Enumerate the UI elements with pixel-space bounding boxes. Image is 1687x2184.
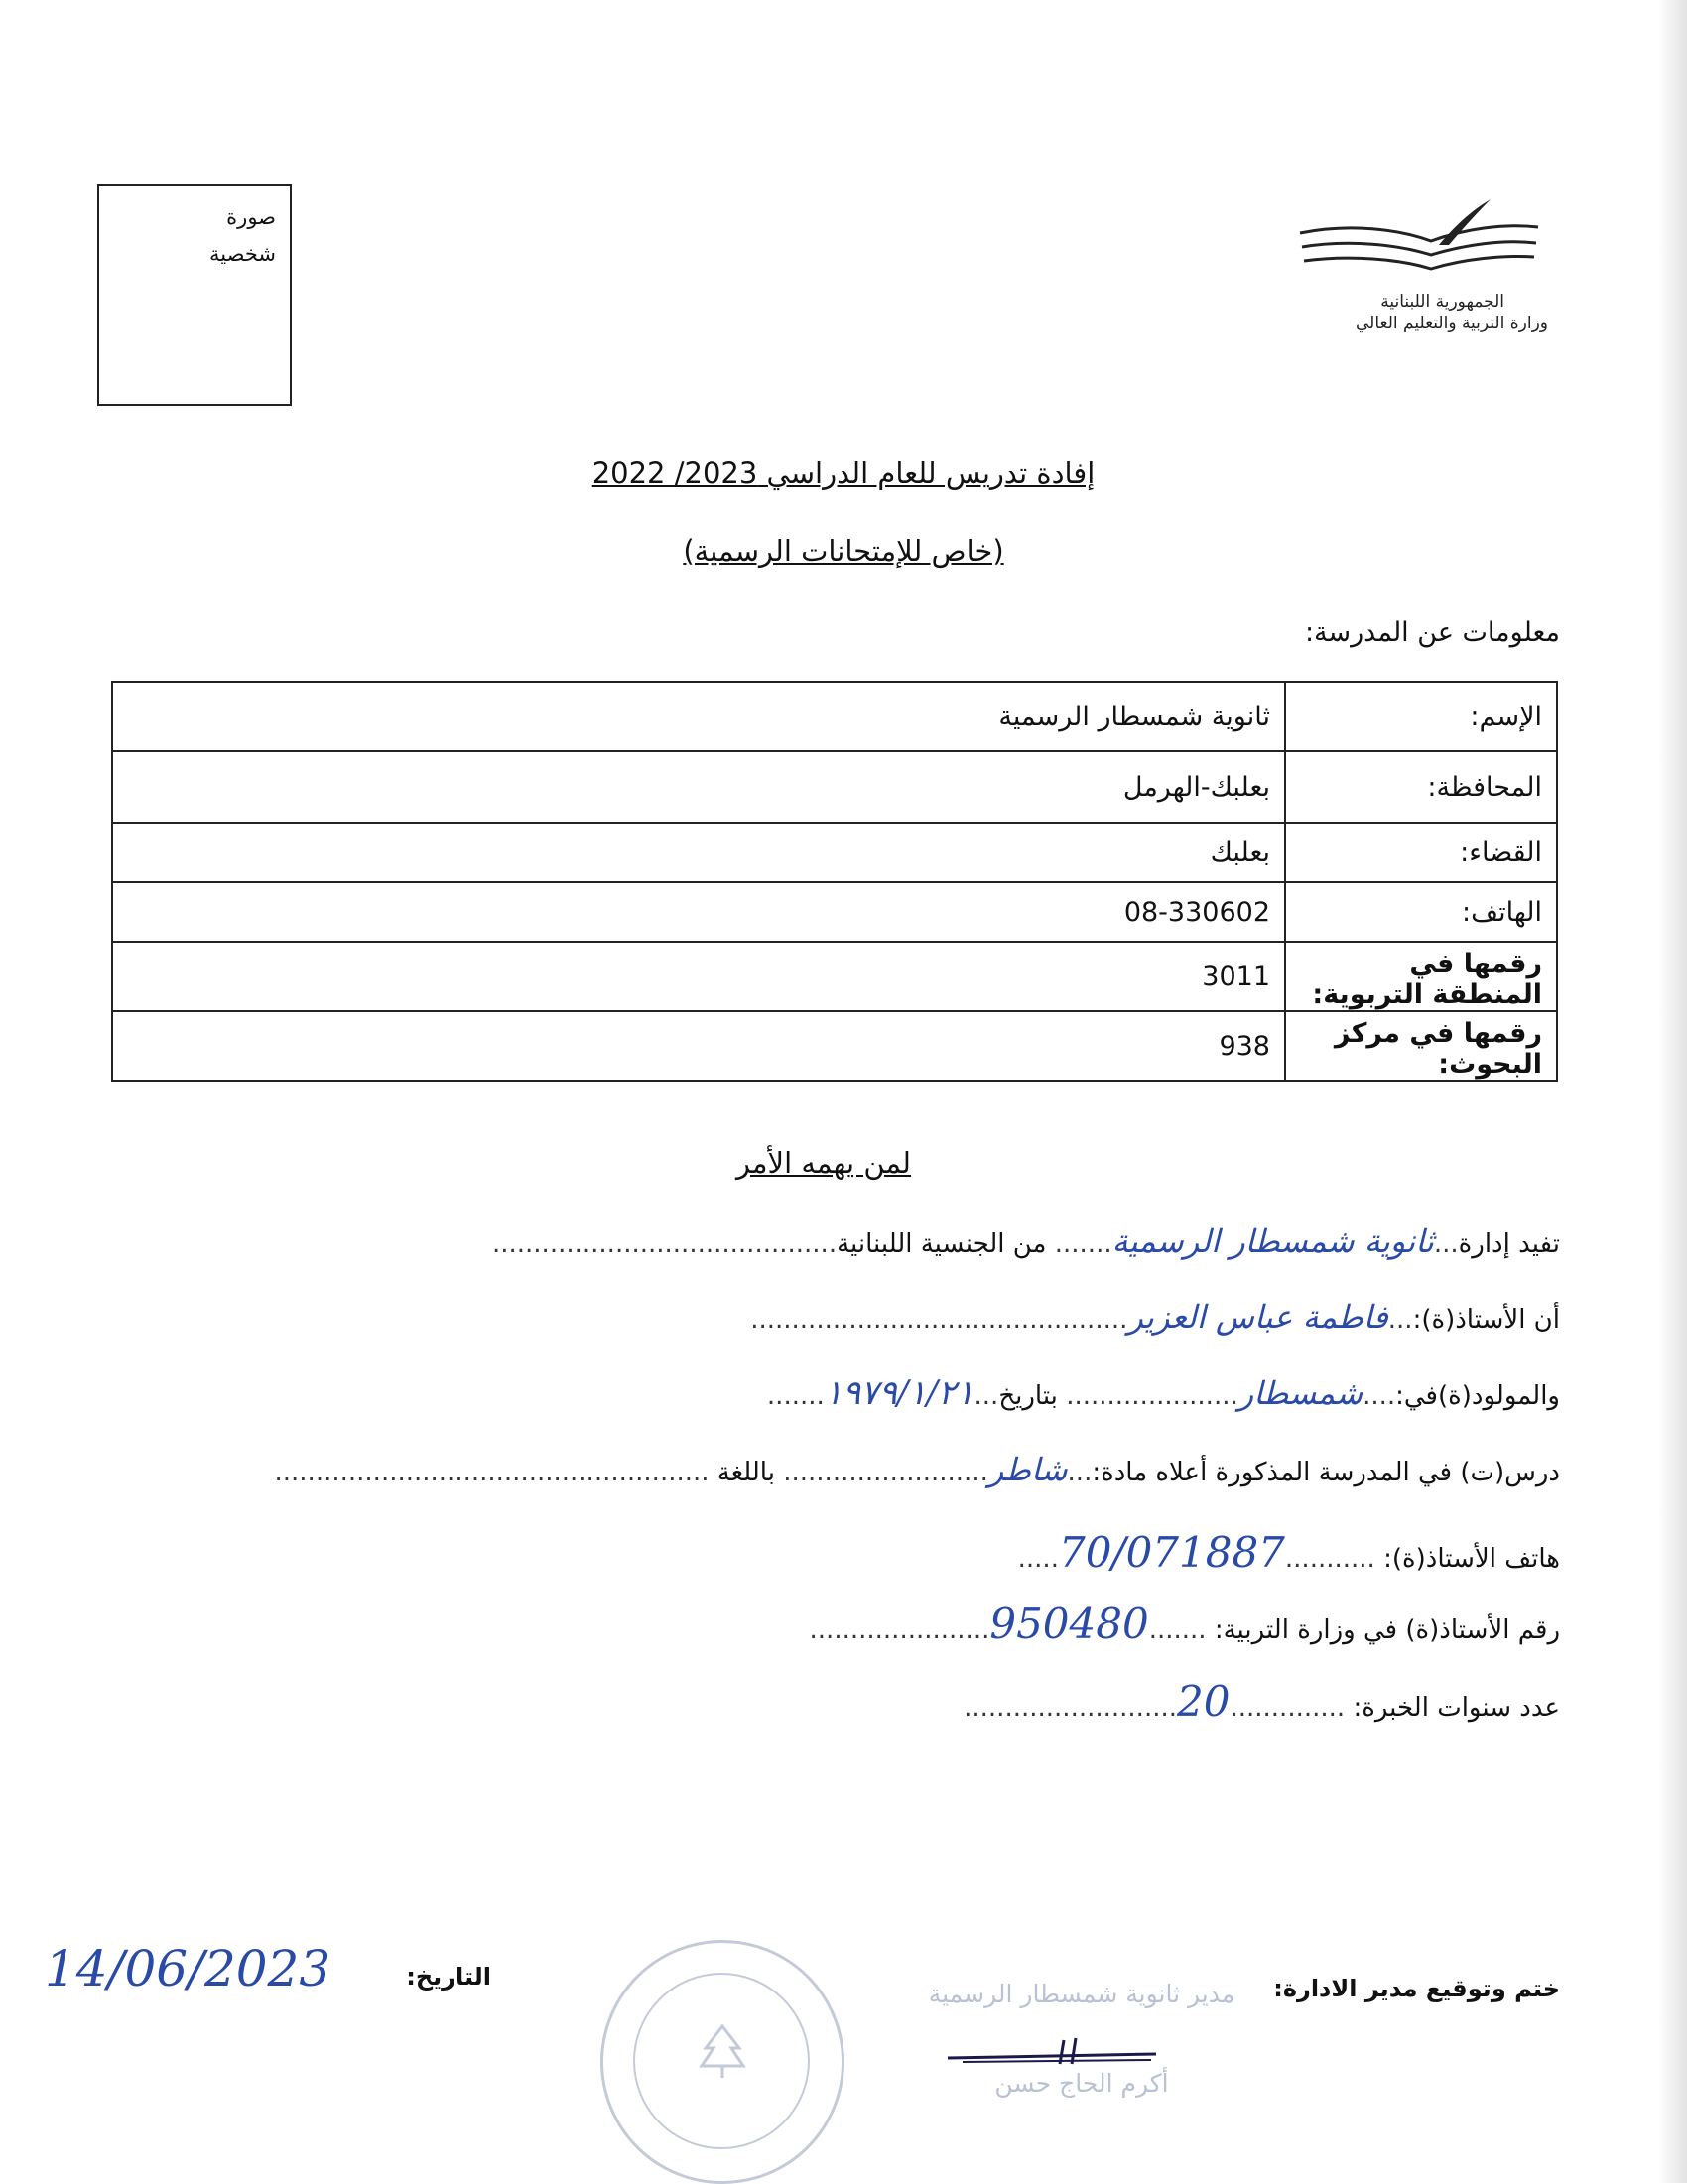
row-value-phone: 08-330602: [112, 882, 1285, 942]
line6-handwritten-number: 950480: [989, 1600, 1149, 1648]
certificate-line-phone: هاتف الأستاذ(ة): ...........70/071887.....: [1017, 1528, 1560, 1577]
line6-prefix: رقم الأستاذ(ة) في وزارة التربية:: [1214, 1615, 1560, 1645]
line3-handwritten-place: شمسطار: [1237, 1374, 1363, 1412]
row-label-governorate: المحافظة:: [1285, 751, 1557, 823]
photo-label: [157, 199, 276, 273]
row-label-region-number: رقمها في المنطقة التربوية:: [1285, 942, 1557, 1011]
line3-handwritten-date: ١٩٧٩/١/٢١: [824, 1373, 974, 1413]
row-label-phone: الهاتف:: [1285, 882, 1557, 942]
table-row: [112, 1011, 1557, 1081]
school-info-label: معلومات عن المدرسة:: [1304, 617, 1560, 648]
photo-box: [97, 184, 292, 406]
row-value-region-number: 3011: [112, 942, 1285, 1011]
signature-icon: [943, 2034, 1171, 2074]
table-row: [112, 751, 1557, 823]
table-row: [112, 682, 1557, 751]
table-row: [112, 942, 1557, 1011]
certificate-line-subject: درس(ت) في المدرسة المذكورة أعلاه مادة:...شاطر......................... باللغة .....................................................: [274, 1451, 1560, 1488]
line5-handwritten-phone: 70/071887: [1058, 1528, 1285, 1577]
certificate-line-school: تفيد إدارة...ثانوية شمسطار الرسمية....... من الجنسية اللبنانية..........................................: [491, 1222, 1560, 1260]
certificate-line-birth: والمولود(ة)في:....شمسطار..................... بتاريخ...١٩٧٩/١/٢١.......: [766, 1373, 1560, 1413]
line3-prefix: والمولود(ة)في:: [1395, 1381, 1560, 1411]
official-stamp-icon: [600, 1940, 844, 2184]
certificate-heading: لمن يهمه الأمر: [736, 1146, 911, 1180]
ministry-line1: الجمهورية اللبنانية: [1380, 292, 1504, 312]
line3-date-label: بتاريخ: [998, 1381, 1058, 1411]
photo-label-line2: شخصية: [209, 242, 276, 266]
cedar-icon: [698, 2022, 747, 2082]
line1-handwritten-school: ثانوية شمسطار الرسمية: [1111, 1222, 1434, 1260]
document-title: إفادة تدريس للعام الدراسي 2023/ 2022: [591, 456, 1096, 490]
ministry-book-logo-icon: [1290, 193, 1548, 283]
line4-language-label: باللغة: [716, 1458, 775, 1487]
certificate-line-experience: عدد سنوات الخبرة: ..............20..........................: [964, 1677, 1560, 1726]
stamp-signature-label: ختم وتوقيع مدير الادارة:: [1273, 1975, 1560, 2002]
row-label-district: القضاء:: [1285, 823, 1557, 882]
row-label-name: الإسم:: [1285, 682, 1557, 751]
ministry-name: [1250, 291, 1548, 334]
row-value-governorate: بعلبك-الهرمل: [112, 751, 1285, 823]
document-subtitle: (خاص للإمتحانات الرسمية): [683, 534, 1004, 568]
row-value-research-number: 938: [112, 1011, 1285, 1081]
line7-handwritten-years: 20: [1177, 1677, 1231, 1726]
line7-prefix: عدد سنوات الخبرة:: [1353, 1693, 1560, 1723]
table-row: [112, 882, 1557, 942]
line5-prefix: هاتف الأستاذ(ة):: [1383, 1544, 1560, 1574]
director-name: أكرم الحاج حسن: [994, 2069, 1169, 2098]
line2-handwritten-teacher: فاطمة عباس العزير: [1127, 1298, 1388, 1336]
row-value-name: ثانوية شمسطار الرسمية: [112, 682, 1285, 751]
director-stamp-title: مدير ثانوية شمسطار الرسمية: [928, 1980, 1235, 2008]
line1-nationality: من الجنسية اللبنانية: [837, 1229, 1047, 1259]
table-row: [112, 823, 1557, 882]
line4-prefix: درس(ت) في المدرسة المذكورة أعلاه مادة:: [1092, 1458, 1560, 1487]
row-label-research-number: رقمها في مركز البحوث:: [1285, 1011, 1557, 1081]
line4-handwritten-subject: شاطر: [987, 1451, 1068, 1488]
row-value-district: بعلبك: [112, 823, 1285, 882]
certificate-line-teacher: أن الأستاذ(ة):...فاطمة عباس العزير..............................................: [750, 1298, 1560, 1336]
certificate-line-ministry-number: رقم الأستاذ(ة) في وزارة التربية: .......950480......................: [809, 1600, 1560, 1648]
handwritten-date: 14/06/2023: [45, 1940, 331, 1997]
line1-prefix: تفيد إدارة: [1458, 1229, 1560, 1259]
scan-edge-shadow: [1657, 0, 1687, 2183]
school-info-table: [111, 681, 1558, 1082]
photo-label-line1: صورة: [226, 205, 276, 229]
line2-prefix: أن الأستاذ(ة):: [1412, 1305, 1560, 1335]
date-label: التاريخ:: [406, 1963, 491, 1991]
ministry-line2: وزارة التربية والتعليم العالي: [1355, 314, 1548, 333]
